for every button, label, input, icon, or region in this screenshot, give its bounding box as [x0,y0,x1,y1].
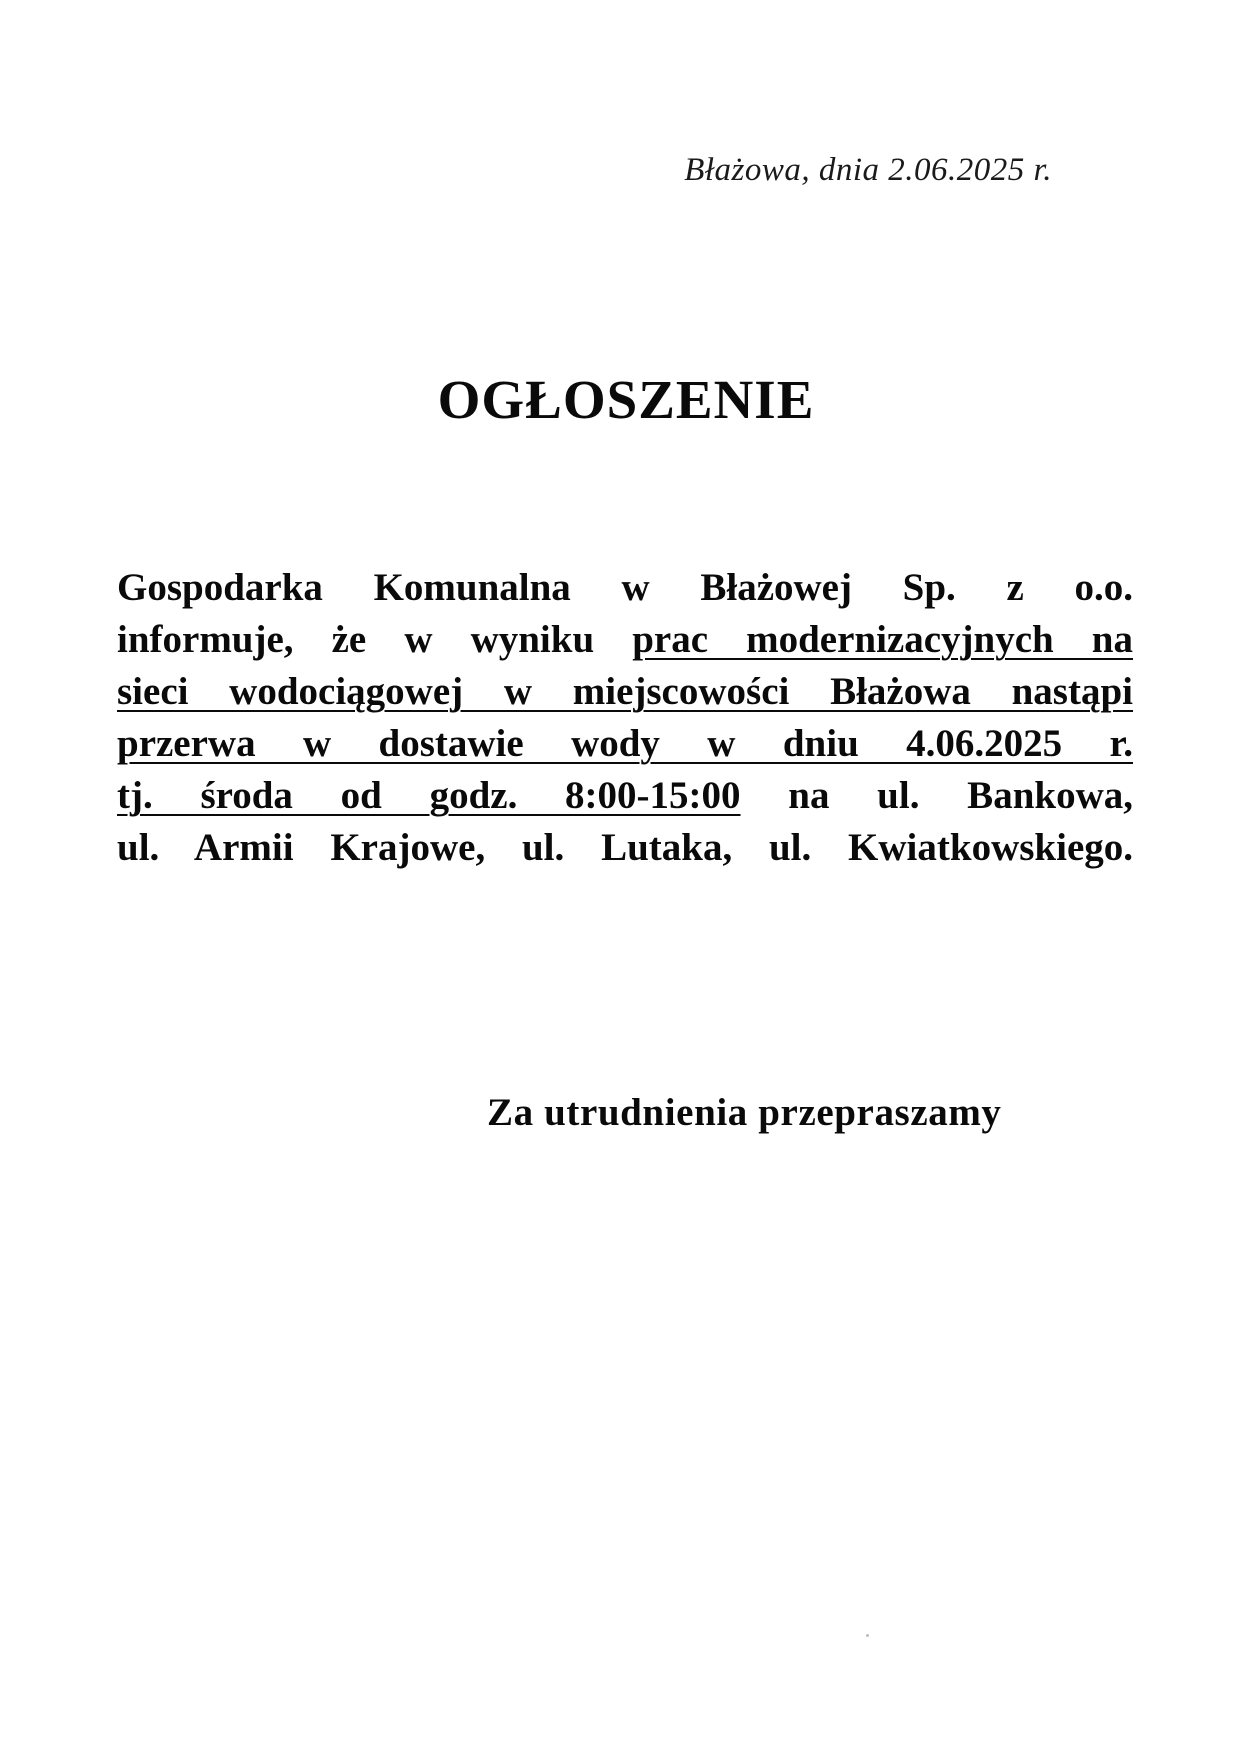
body-line-3: sieci wodociągowej w miejscowości Błażowa nastąpi [117,670,1133,713]
body-line-6: ul. Armii Krajowe, ul. Lutaka, ul. Kwiatkowskiego. [117,826,1133,869]
place-date: Błażowa, dnia 2.06.2025 r. [684,152,1052,188]
body-line-2-plain: informuje, że w wyniku [117,618,633,661]
closing-apology: Za utrudnienia przepraszamy [487,1091,1002,1134]
announcement-body [117,562,1133,874]
body-line-2-underlined: prac modernizacyjnych na [632,618,1133,661]
body-line-1: Gospodarka Komunalna w Błażowej Sp. z o.o. [117,566,1133,609]
body-line-5-plain: na ul. Bankowa, [740,774,1133,817]
page-title: OGŁOSZENIE [437,369,815,430]
body-line-4: przerwa w dostawie wody w dniu 4.06.2025 r. [117,722,1133,765]
body-line-2 [117,614,1133,666]
scan-speck [866,1634,869,1637]
body-line-5-underlined: tj. środa od godz. 8:00-15:00 [117,774,741,817]
body-line-5 [117,770,1133,822]
